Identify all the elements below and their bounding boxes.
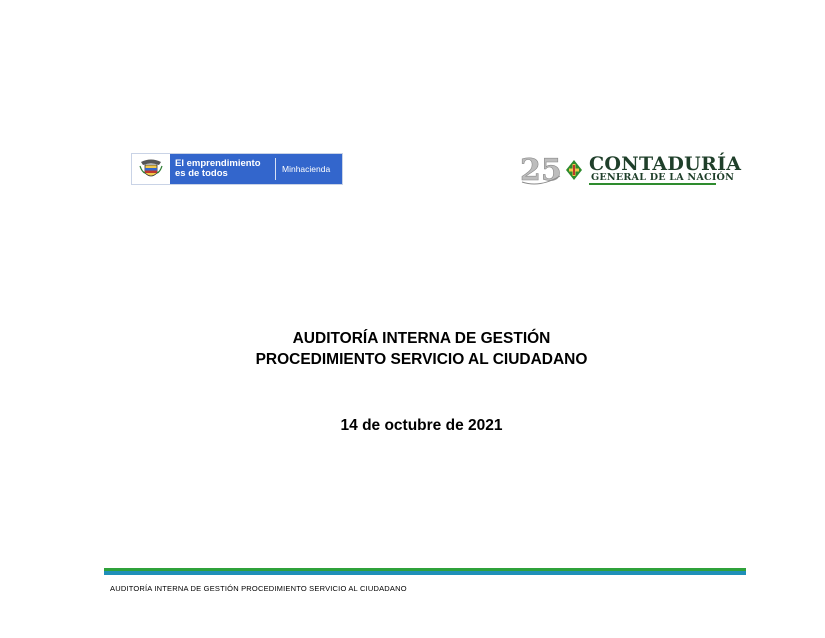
coat-of-arms-icon — [132, 154, 170, 184]
logo-ministry-name: Minhacienda — [282, 164, 331, 174]
logo-slogan-line1: El emprendimiento — [175, 158, 261, 169]
document-date: 14 de octubre de 2021 — [340, 417, 503, 434]
logo-brand-subtitle: GENERAL DE LA NACIÓN — [591, 172, 735, 183]
contaduria-logo — [518, 152, 742, 186]
logo-brand-name: CONTADURÍA — [589, 153, 742, 175]
footer-text: AUDITORÍA INTERNA DE GESTIÓN PROCEDIMIENTO SERVICIO AL CIUDADANO — [110, 584, 407, 593]
footer-bar-blue — [104, 571, 746, 575]
anniversary-25-icon — [518, 152, 564, 186]
svg-text:25: 25 — [520, 153, 562, 186]
minhacienda-logo — [131, 153, 343, 185]
logo-underline — [589, 183, 716, 185]
logo-slogan-line2: es de todos — [175, 168, 228, 179]
document-title-line2: PROCEDIMIENTO SERVICIO AL CIUDADANO — [255, 351, 588, 368]
document-title-line1: AUDITORÍA INTERNA DE GESTIÓN — [292, 330, 551, 347]
document-title — [0, 328, 825, 370]
leaf-cross-icon — [564, 158, 584, 182]
logo-divider — [275, 158, 276, 180]
